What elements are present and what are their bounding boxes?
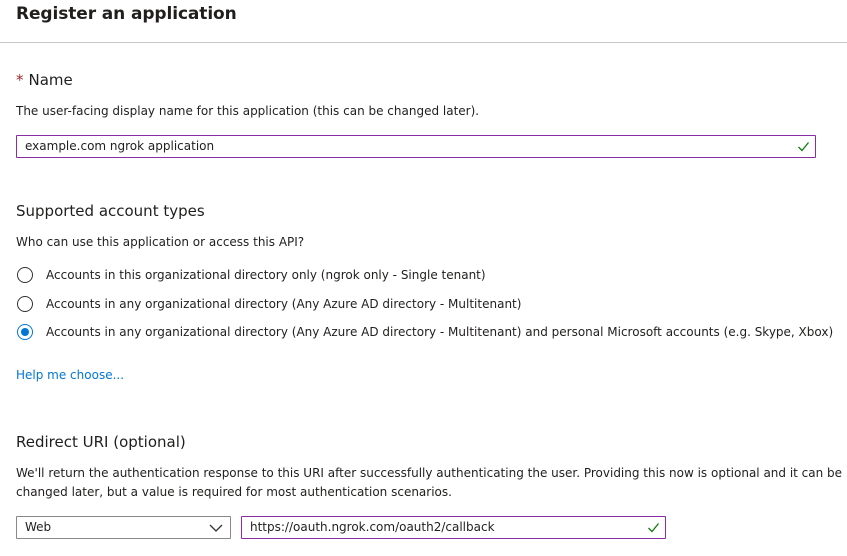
radio-button[interactable] [17, 267, 33, 283]
account-types-heading: Supported account types [16, 202, 205, 220]
account-types-question: Who can use this application or access this API? [16, 235, 305, 249]
redirect-uri-input-value[interactable]: https://oauth.ngrok.com/oauth2/callback [250, 520, 495, 534]
required-marker: * [16, 71, 24, 89]
redirect-uri-description-line2: changed later, but a value is required for most authentication scenarios. [16, 485, 452, 499]
redirect-uri-input[interactable] [241, 516, 666, 539]
name-input[interactable] [16, 135, 816, 158]
page-title: Register an application [16, 4, 237, 24]
valid-check-icon [797, 140, 810, 153]
radio-label[interactable]: Accounts in any organizational directory (Any Azure AD directory - Multitenant) and personal Microsoft accounts (e.g. Skype, Xbox) [46, 325, 834, 339]
name-description: The user-facing display name for this application (this can be changed later). [16, 104, 480, 118]
platform-select[interactable] [16, 516, 231, 539]
redirect-uri-heading: Redirect URI (optional) [16, 433, 186, 451]
platform-select-value[interactable]: Web [25, 520, 52, 534]
chevron-down-icon[interactable] [209, 523, 223, 533]
redirect-uri-description-line1: We'll return the authentication response to this URI after successfully authenticating the user. Providing this now is optional and it can be [16, 466, 843, 480]
radio-label[interactable]: Accounts in any organizational directory (Any Azure AD directory - Multitenant) [46, 297, 522, 311]
account-type-option-single-tenant[interactable] [16, 266, 836, 288]
name-heading [16, 71, 73, 89]
radio-button[interactable] [17, 296, 33, 312]
name-heading-label: Name [28, 71, 73, 89]
help-me-choose-link[interactable]: Help me choose... [16, 368, 125, 382]
valid-check-icon [647, 521, 660, 534]
account-type-option-multitenant-personal[interactable] [16, 323, 836, 345]
radio-label[interactable]: Accounts in this organizational directory only (ngrok only - Single tenant) [46, 268, 486, 282]
account-type-option-multitenant[interactable] [16, 295, 836, 317]
name-input-value[interactable]: example.com ngrok application [25, 139, 215, 153]
page-header [0, 0, 847, 43]
radio-button-selected[interactable] [17, 324, 33, 340]
